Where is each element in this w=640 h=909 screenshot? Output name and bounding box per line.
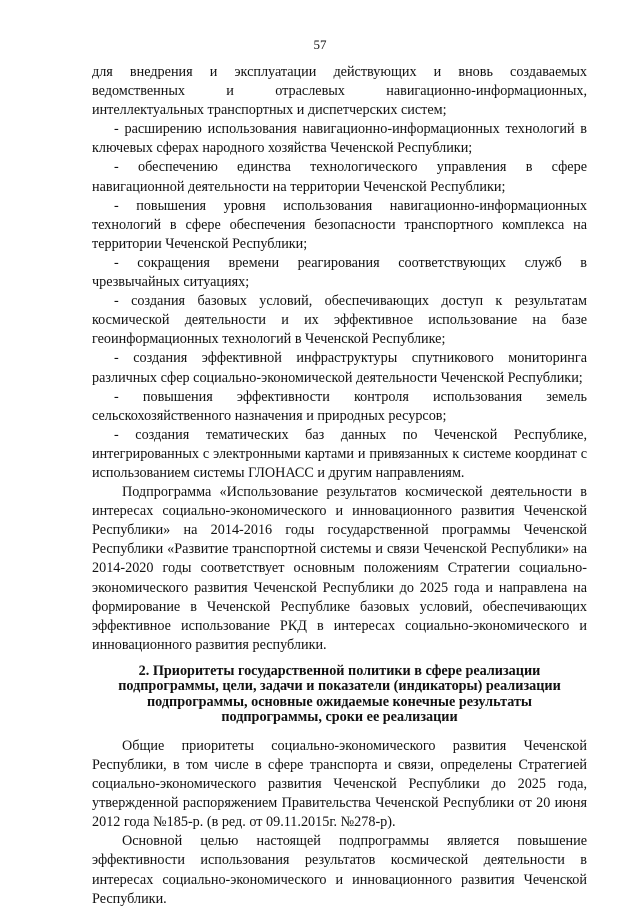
- lead-paragraph: для внедрения и эксплуатации действующих и вновь создаваемых ведомственных и отраслевых навигационно-информационных, интеллектуальных транспортных и диспетчерских систем;: [92, 64, 587, 119]
- list-item: - создания эффективной инфраструктуры спутникового мониторинга различных сфер социально-экономической деятельности Чеченской Республики;: [92, 350, 587, 386]
- list-item: - повышения эффективности контроля использования земель сельскохозяйственного назначения и природных ресурсов;: [92, 388, 587, 424]
- priorities-paragraph: Общие приоритеты социально-экономического развития Чеченской Республики, в том числе в сфере транспорта и связи, определены Стратегией социально-экономического развития Чеченской Республики до 2025 года, утвержденной распоряжением Правительства Чеченской Республики от 20 июня 2012 года №185-р. (в ред. от 09.11.2015г. №278-р).: [92, 737, 587, 831]
- list-item: - создания базовых условий, обеспечивающих доступ к результатам космической деятельности и их эффективное использование на базе геоинформационных технологий в Чеченской Республике;: [92, 293, 587, 348]
- page-body: [92, 63, 587, 909]
- list-item: - повышения уровня использования навигационно-информационных технологий в сфере обеспечения безопасности транспортного комплекса на территории Чеченской Республики;: [92, 197, 587, 252]
- page-number: 57: [313, 37, 327, 52]
- list-item: - обеспечению единства технологического управления в сфере навигационной деятельности на территории Чеченской Республики;: [92, 159, 587, 195]
- subprogram-paragraph: Подпрограмма «Использование результатов космической деятельности в интересах социально-экономического и инновационного развития Чеченской Республики» на 2014-2016 годы государственной программы Чеченской Республики «Развитие транспортной системы и связи Чеченской Республики» на 2014-2020 годы соответствует основным положениям Стратегии социально-экономического развития Чеченской Республики до 2025 года и направлена на формирование в Чеченской Республике базовых условий, обеспечивающих эффективное использование РКД в интересах социально-экономического и инновационного развития республики.: [92, 484, 587, 653]
- goal-paragraph: Основной целью настоящей подпрограммы является повышение эффективности использования результатов космической деятельности в интересах социально-экономического и инновационного развития Чеченской Республики.: [92, 833, 587, 907]
- list-item: - создания тематических баз данных по Чеченской Республике, интегрированных с электронными картами и привязанных к системе координат с использованием системы ГЛОНАСС и другим направлениям.: [92, 426, 587, 481]
- list-item: - сокращения времени реагирования соответствующих служб в чрезвычайных ситуациях;: [92, 254, 587, 291]
- section-heading: 2. Приоритеты государственной политики в сфере реализации подпрограммы, цели, задачи и показатели (индикаторы) реализации подпрограммы, основные ожидаемые конечные результаты подпрограммы, сроки ее реализации: [118, 662, 561, 726]
- spacer: [92, 726, 587, 737]
- list-item: - расширению использования навигационно-информационных технологий в ключевых сферах народного хозяйства Чеченской Республики;: [92, 121, 587, 157]
